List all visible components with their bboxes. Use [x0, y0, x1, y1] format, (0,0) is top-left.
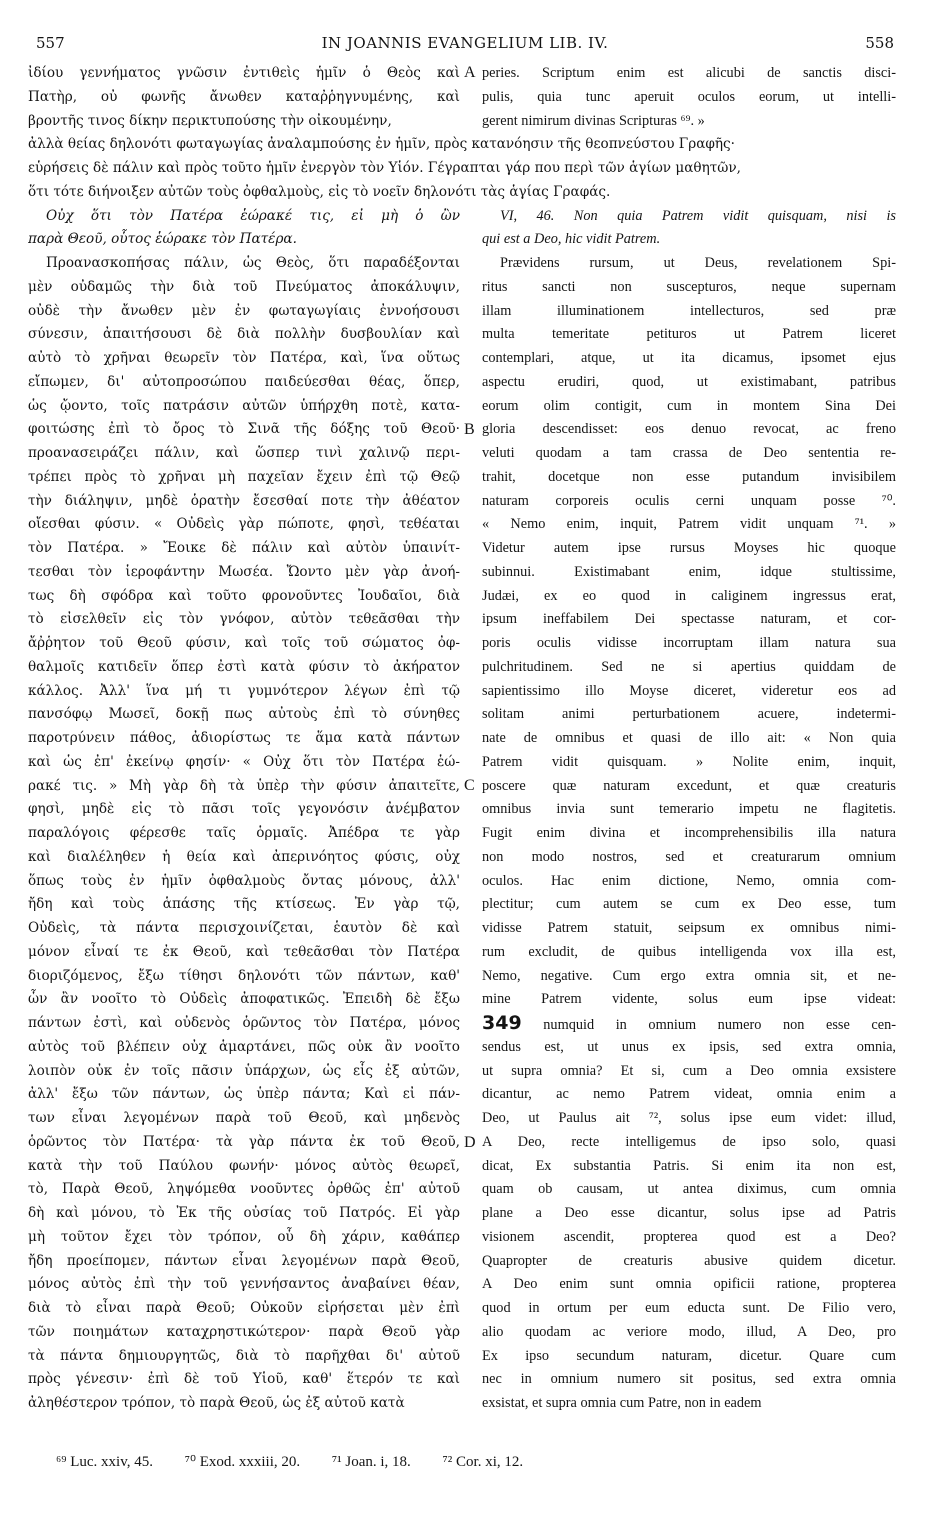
- greek-text-line: ἤδη προείπομεν, πάντων εἶναι λεγομένων παρὰ Θεοῦ,: [28, 1252, 460, 1269]
- latin-text-line: aspectu erudiri, quod, ut existimabant, patribus: [482, 373, 896, 390]
- page-number-left: 557: [36, 34, 65, 52]
- latin-text-line: Ex ipso secundum naturam, dicetur. Quare cum: [482, 1347, 896, 1364]
- greek-text-line: τὸ εἰσελθεῖν εἰς τὸν γνόφον, αὐτὸν τεθεᾶσθαι τὴν: [28, 611, 460, 628]
- margin-letter-c: C: [464, 777, 475, 794]
- latin-text-line: oculos. Hac enim dictione, Nemo, omnia com-: [482, 872, 896, 889]
- latin-text-line: gloria descendisset: eos denuo revocat, ac freno: [482, 421, 896, 438]
- greek-text-line: παροτρύνειν πάθος, ἀδιορίστως τε ἅμα κατὰ πάντων: [28, 730, 460, 746]
- latin-text-line: nec in omnium numero sit positus, sed extra omnia: [482, 1371, 896, 1388]
- latin-text-line: [482, 1012, 896, 1036]
- latin-text-line: subinnui. Existimabant enim, idque stultissime,: [482, 563, 896, 580]
- latin-text-line: quod in ortum per eum educta sunt. De Filio vero,: [482, 1300, 896, 1316]
- footnote: ⁷⁰ Exod. xxxiii, 20.: [184, 1454, 301, 1470]
- latin-text-line: alio quodam ac veriore modo, illud, A Deo, pro: [482, 1323, 896, 1340]
- latin-text-line: veluti quodam a tam crassa de Deo sententia re-: [482, 445, 896, 461]
- greek-text-line: τεσθαι τὸν ἱεροφάντην Μωσέα. Ὤοντο μὲν γὰρ ἀνοή-: [28, 563, 460, 580]
- greek-text-line: τὴν διάληψιν, μηδὲ ὁρατὴν ἔσεσθαί ποτε τὴν ἀθέατον: [28, 492, 460, 509]
- latin-text-line: exsistat, et supra omnia cum Patre, non in eadem: [482, 1395, 762, 1411]
- greek-text-line: τὸ, Παρὰ Θεοῦ, ληψόμεθα νοοῦντες ὀρθῶς ἐπ' αὐτοῦ: [28, 1181, 460, 1198]
- latin-text-line: dicat, Ex substantia Patris. Si enim ita non est,: [482, 1157, 896, 1174]
- latin-text-line: poris oculis vidisse incorruptam illam natura sua: [482, 635, 896, 651]
- greek-text-line: ἀληθέστερον τρόπον, τὸ παρὰ Θεοῦ, ὡς ἐξ αὐτοῦ κατὰ: [28, 1395, 405, 1411]
- greek-text-line: κάλλος. Ἀλλ' ἵνα μή τι γυμνότερον λέγων ἐπὶ τῷ: [28, 682, 460, 699]
- greek-text-line: ὅτι τότε διήνοιξεν αὐτῶν τοὺς ὀφθαλμοὺς, εἰς τὸ νοεῖν δηλονότι τὰς ἁγίας Γραφάς.: [28, 183, 611, 200]
- greek-text-line: κατὰ τὴν τοῦ Παύλου φωνήν· μόνος αὐτὸς θεωρεῖ,: [28, 1157, 460, 1174]
- latin-text-line: ipsum ineffabilem Dei spectasse naturam, et cor-: [482, 611, 896, 628]
- greek-text-line: πρὸς γένεσιν· ἐπὶ δὲ τοῦ Υἱοῦ, καθ' ἕτερόν τε καὶ: [28, 1371, 460, 1388]
- latin-text-line: Prævidens rursum, ut Deus, revelationem Spi-: [500, 255, 896, 271]
- greek-text-line: προανασειράζει πάλιν, καὶ ὥσπερ τινὶ χαλινῷ περι-: [28, 445, 460, 461]
- greek-text-line: ρακέ τις. » Μὴ γὰρ δὴ τὰ ὑπὲρ τὴν φύσιν ἀπαιτεῖτε,: [28, 777, 460, 794]
- latin-text-line: Quapropter de creaturis abusive quidem dicetur.: [482, 1252, 896, 1269]
- latin-text-line: visionem ascendit, propterea quod est a Deo?: [482, 1228, 896, 1245]
- margin-letter-b: B: [464, 421, 475, 438]
- latin-text-line: A Deo enim sunt omnia opificii ratione, propterea: [482, 1276, 896, 1293]
- latin-text-line: plane a Deo esse dicantur, solus ipse ad Patris: [482, 1205, 896, 1221]
- latin-text-line: A Deo, recte intelligemus de ipso solo, quasi: [482, 1133, 896, 1150]
- greek-text-line: οἴεσθαι φύσιν. « Οὐδεὶς γὰρ πώποτε, φησὶ, τεθέαται: [28, 516, 460, 533]
- greek-text-line: μόνον εἶναί τε ἐκ Θεοῦ, καὶ τεθεᾶσθαι τὸν Πατέρα: [28, 943, 460, 960]
- greek-text-line: πανσόφῳ Μωσεῖ, δοκῇ πως αὐτοὺς ἐπὶ τὸ σύνηθες: [28, 706, 460, 723]
- greek-text-line: μὲν οὐδαμῶς τὴν διὰ τοῦ Πνεύματος ἀποκάλυψιν,: [28, 278, 460, 295]
- greek-text-line: καὶ διαλέληθεν ἡ θεία καὶ ἀπερινόητος φύσις, οὐχ: [28, 848, 460, 865]
- latin-text-line: « Nemo enim, inquit, Patrem vidit unquam ⁷¹. »: [482, 516, 896, 533]
- latin-text-line: peries. Scriptum enim est alicubi de sanctis disci-: [482, 65, 896, 81]
- greek-text-line: Πατὴρ, οὐ φωνῆς ἄνωθεν καταῤῥηγνυμένης, καὶ: [28, 88, 460, 105]
- footnotes: [56, 1452, 856, 1471]
- greek-text-line: παρὰ Θεοῦ, οὗτος ἑώρακε τὸν Πατέρα.: [28, 231, 297, 248]
- latin-text-line: qui est a Deo, hic vidit Patrem.: [482, 231, 661, 248]
- running-header: [36, 34, 894, 58]
- greek-text-line: ἤδη καὶ τοὺς ἁπάσης τῆς κτίσεως. Ἐν γὰρ τῷ,: [28, 896, 460, 913]
- greek-text-line: ὧν ἂν νοοῖτο τὸ Οὐδεὶς ἀποφατικῶς. Ἐπειδὴ δὲ ἔξω: [28, 991, 460, 1008]
- page-number-right: 558: [865, 34, 894, 52]
- margin-letter-a: A: [464, 64, 476, 81]
- greek-text-line: φησὶ, μηδὲ εἰς τὸ πᾶσι τοῖς γεγονόσιν ἀνέμβατον: [28, 801, 460, 818]
- greek-text-line: εἴπωμεν, δι' αὐτοπροσώπου παιδεύεσθαι θέας, ὅπερ,: [28, 373, 460, 390]
- section-number: 349: [482, 1012, 522, 1034]
- greek-text-line: ἄῤῥητον τοῦ Θεοῦ φύσιν, καὶ τοῖς τοῦ σώματος ὀφ-: [28, 635, 460, 651]
- latin-column: [482, 62, 896, 1416]
- latin-text-line: sendus est, ut unus ex ipsis, sed extra omnia,: [482, 1038, 896, 1055]
- latin-text-line: Patrem vidit quisquam. » Nolite enim, inquit,: [482, 753, 896, 770]
- latin-text-line: plectitur; cum autem se cum ex Deo esse, tum: [482, 896, 896, 913]
- greek-text-line: πάντων ἐστὶ, καὶ οὐδενὸς ὁρῶντος τὸν Πατέρα, μόνος: [28, 1015, 460, 1031]
- greek-text-line: ὁρῶντος τὸν Πατέρα· τὰ γὰρ πάντα ἐκ τοῦ Θεοῦ,: [28, 1133, 460, 1150]
- greek-text-line: Οὐχ ὅτι τὸν Πατέρα ἑώρακέ τις, εἰ μὴ ὁ ὢν: [46, 207, 460, 224]
- greek-text-line: τῶν ποιημάτων καταχρηστικώτερον· παρὰ Θεοῦ γὰρ: [28, 1323, 460, 1340]
- greek-text-line: ὡς ᾤοντο, τοῖς πατράσιν αὐτῶν ὑπήρχθη ποτὲ, κατα-: [28, 397, 460, 414]
- greek-text-line: ὅπως τοὺς ἐν ἡμῖν ὀφθαλμοὺς ὄντας μόνους, ἀλλ': [28, 872, 460, 889]
- greek-text-line: εὑρήσεις δὲ πάλιν καὶ πρὸς τοῦτο ἡμῖν ἐνεργὸν τὸν Υἱόν. Γέγραπται γάρ που περὶ τῶν ἁγίων μαθητῶν,: [28, 160, 741, 176]
- greek-text-line: διοριζόμενος, ἔξω τίθησι δηλονότι τῶν πάντων, καθ': [28, 967, 460, 984]
- latin-text-line: vidisse Patrem statuit, seipsum ex omnibus nimi-: [482, 920, 896, 936]
- latin-text-line: mine Patrem vidente, solus eum ipse videat:: [482, 991, 896, 1008]
- latin-text-line: solitam animi perturbationem acuere, indetermi-: [482, 706, 896, 723]
- footnote: ⁷² Cor. xi, 12.: [442, 1454, 524, 1470]
- footnote: ⁷¹ Joan. i, 18.: [331, 1454, 411, 1470]
- greek-text-line: δὴ καὶ μόνου, τὸ Ἐκ τῆς οὐσίας τοῦ Πατρός. Εἰ γὰρ: [28, 1205, 460, 1221]
- greek-text-line: τρέπει πρὸς τὸ χρῆναι μὴ παχεῖαν ἔχειν ἐπὶ τῷ Θεῷ: [28, 468, 460, 485]
- latin-text-line: eorum olim contigit, cum in montem Sina Dei: [482, 397, 896, 414]
- greek-text-line: διὰ τὸ εἶναι παρὰ Θεοῦ; Οὐκοῦν εἰρήσεται μὲν ἐπὶ: [28, 1300, 460, 1316]
- greek-text-line: λοιπὸν οὐκ ἐν τοῖς πᾶσιν ὑπάρχων, ὡς εἷς ἐξ αὐτῶν,: [28, 1062, 460, 1079]
- greek-text-line: ἰδίου γεννήματος γνῶσιν ἐντιθεὶς ἡμῖν ὁ Θεὸς καὶ: [28, 65, 460, 81]
- latin-text-line: trahit, docetque non esse putandum invisibilem: [482, 468, 896, 485]
- latin-text-line: omnibus invia sunt temerario impetu ne flagitetis.: [482, 801, 896, 818]
- greek-text-line: μὴ τοῦτον ἔχει τὸν τρόπον, οὗ δὴ χάριν, καθάπερ: [28, 1228, 460, 1245]
- footnote: ⁶⁹ Luc. xxiv, 45.: [56, 1454, 153, 1470]
- running-title: IN JOANNIS EVANGELIUM LIB. IV.: [321, 34, 609, 52]
- latin-text-line: dicantur, ac nemo Patrem videat, omnia enim a: [482, 1086, 896, 1103]
- latin-text-line: illam illuminationem intellecturos, sed præ: [482, 302, 896, 319]
- greek-text-line: καὶ ὡς ἐπ' ἐκείνῳ φησίν· « Οὐχ ὅτι τὸν Πατέρα ἑώ-: [28, 753, 460, 770]
- greek-text-line: ἀλλὰ θείας δηλονότι φωταγωγίας ἀναλαμπούσης ἐν ἡμῖν, πρὸς κατανόησιν τῆς θεοπνεύστου Γραφῆς·: [28, 136, 735, 153]
- latin-text-line: contemplari, atque, ut ita dicamus, ipsomet ejus: [482, 350, 896, 366]
- latin-text-line: nate de omnibus et quasi de illo ait: « Non quia: [482, 730, 896, 746]
- greek-text-line: βροντῆς τινος δίκην περικτυπούσης τὴν οἰκουμένην,: [28, 112, 392, 129]
- latin-text-line: rum excludit, de quibus intelligenda vox illa est,: [482, 943, 896, 960]
- greek-text-line: αὐτὸ τὸ χρῆναι θεωρεῖν τὸν Πατέρα, καὶ, ἵνα οὕτως: [28, 350, 460, 366]
- latin-text-line: non modo nostros, sed et creaturarum omnium: [482, 848, 896, 865]
- latin-text-line: ut supra omnia? Et si, cum a Deo omnia exsistere: [482, 1062, 896, 1079]
- greek-text-line: θαλμοῖς κατιδεῖν ὅπερ ἐστὶ κατὰ φύσιν τὸ ἀκήρατον: [28, 658, 460, 675]
- greek-text-line: φοιτώσης ἐπὶ τὸ ὄρος τὸ Σινᾶ τῆς δόξης τοῦ Θεοῦ·: [28, 421, 460, 438]
- greek-text-line: οὐδὲ τὴν ἄνωθεν μὲν ἐν φωταγωγίαις ἐννοήσουσι: [28, 302, 460, 319]
- greek-text-line: ἀλλ' ἔξω τῶν πάντων, ὡς ὑπὲρ πάντα; Καὶ εἰ πάν-: [28, 1086, 460, 1103]
- latin-text-line: VI, 46. Non quia Patrem vidit quisquam, nisi is: [500, 207, 896, 224]
- latin-text-line: Fugit enim divina et incomprehensibilis illa natura: [482, 825, 896, 841]
- greek-text-line: σύνεσιν, ἀπαιτήσουσι δὲ διὰ πολλὴν δυσβουλίαν καὶ: [28, 326, 460, 343]
- latin-text-line: Videtur autem ipse rursus Moyses hic quoque: [482, 540, 896, 556]
- latin-text-line: sapientissimo illo Moyse diceret, videretur eos ad: [482, 682, 896, 699]
- latin-text-line: multa temeritate petituros ut Patrem liceret: [482, 326, 896, 343]
- greek-text-line: παραλόγοις φέρεσθε ταῖς ὁρμαῖς. Ἀπέδρα τε γὰρ: [28, 825, 460, 841]
- greek-text-line: τως δὴ σφόδρα καὶ τοῦτο φρονοῦντες Ἰουδαῖοι, διὰ: [28, 587, 460, 604]
- latin-text-line: ritus sancti non suscepturos, neque supernam: [482, 278, 896, 295]
- greek-text-line: αὐτὸς τοῦ βλέπειν οὐχ ἁμαρτάνει, πῶς οὐκ ἂν νοοῖτο: [28, 1038, 460, 1055]
- latin-text-line: Nemo, negative. Cum ergo extra omnia sit, et ne-: [482, 967, 896, 984]
- greek-text-line: Προανασκοπήσας πάλιν, ὡς Θεὸς, ὅτι παραδέξονται: [46, 255, 460, 271]
- latin-text-line: poscere quæ naturam excedunt, et quæ creaturis: [482, 777, 896, 794]
- greek-text-line: Οὐδεὶς, τὰ πάντα περισχοινίζεται, ἑαυτὸν δὲ καὶ: [28, 920, 460, 936]
- greek-text-line: τὸν Πατέρα. » Ἔοικε δὲ πάλιν καὶ αὐτὸν ὑπαινίτ-: [28, 540, 460, 556]
- greek-text-line: μόνος αὐτὸς ἐπὶ τὴν τοῦ γεννήσαντος ἀναβαίνει θέαν,: [28, 1276, 460, 1293]
- greek-text-line: των εἶναι λεγομένων παρὰ τοῦ Θεοῦ, καὶ μηδενὸς: [28, 1110, 460, 1126]
- latin-text-line: Judæi, ex eo quod in caliginem ingressus erat,: [482, 587, 896, 604]
- latin-text-line: pulchritudinem. Sed ne si apertius quiddam de: [482, 658, 896, 675]
- latin-text-line: gerent nimirum divinas Scripturas ⁶⁹. »: [482, 112, 705, 129]
- greek-text-line: τὰ πάντα δημιουργητῶς, διὰ τὸ παρῆχθαι δι' αὐτοῦ: [28, 1347, 460, 1364]
- latin-text-line: Deo, ut Paulus ait ⁷², solus ipse eum videt: illud,: [482, 1110, 896, 1126]
- latin-text-line: quam ob causam, ut antea diximus, cum omnia: [482, 1181, 896, 1198]
- latin-text-line: pulis, quia tunc aperuit oculos eorum, ut intelli-: [482, 88, 896, 105]
- margin-letter-d: D: [464, 1134, 476, 1151]
- latin-line-text: numquid in omnium numero non esse cen-: [543, 1017, 896, 1033]
- latin-text-line: naturam corporeis oculis cerni unquam posse ⁷⁰.: [482, 492, 896, 509]
